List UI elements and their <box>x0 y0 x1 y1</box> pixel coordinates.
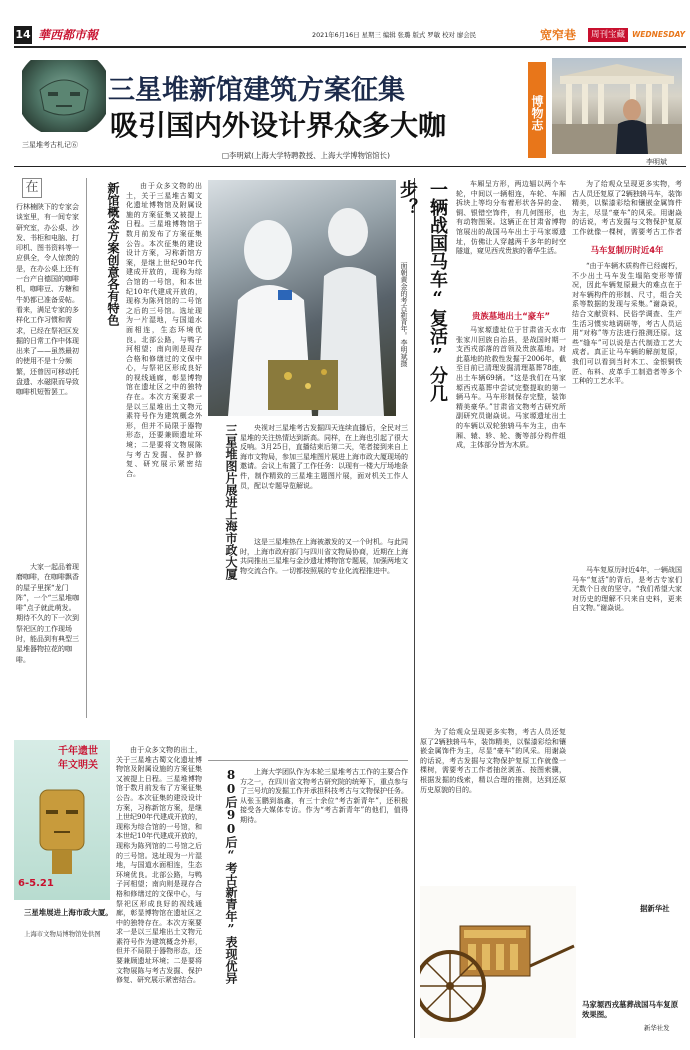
article-body-continued-text: 由于众多文物的出土，关于三星堆古蜀文化遗址博物馆及附属设施的方案征集又被提上日程。三星堆博物馆于数月前发布了方案征集公告。本次征集的建设设计方案，习称新馆方案，是继上世纪90年代建成开放的，现称为综合馆的一号馆，和本世纪10年代建成开放的，现称为陈列馆的二号馆之后的三号馆。选址现为一片湿地，与国道水面相连，生态环境优良。北部公路，与鸭子河相望；南向则是现存合格和修缮过的文保中心，与祭祀区形成良好的视线通廊，彰显博物馆在遗址区之中的独特存在。本次方案要求一是以三星堆出土文物元素符号作为建筑概念外形，但并不局限于器物形态，还要兼顾遗址环境；二是要将文物展陈与考古发掘、保护修复、研究展示紧密结合。 <box>116 746 202 985</box>
chariot-icon <box>420 886 576 1038</box>
masthead <box>14 26 686 44</box>
sidebar-body: 行林楠陕下的专家会谈室里，有一间专家研究室，办公桌、沙发、书柜和电脑、打印机、图书资料等一应俱全，令人惊羡的是，在办公桌上还有一台产自德国的咖啡机，咖啡豆、方糖和牛奶都已准备妥帖。看来，满足专家的多样化工作习惯和需求，已经在祭祀区发掘的日常工作中体现出来了——虽然最初的使用不是十分频繁，还曾因可移动托盘遗、水磁限而导致咖啡机短暂罢工。 <box>16 203 79 397</box>
main-divider <box>414 178 415 1038</box>
horse-subhead-2: 马车复制历时近4年 <box>590 245 664 255</box>
paper-name: 華西都市報 <box>38 28 99 42</box>
sidebar-drop-cap: 在 <box>22 178 42 198</box>
horse-subhead: 贵族墓地出土“豪车” <box>471 311 550 321</box>
article-body: 由于众多文物的出土，关于三星堆古蜀文化遗址博物馆及附属设施的方案征集又被提上日程。三星堆博物馆于数月前发布了方案征集公告。本次征集的建设设计方案，习称新馆方案，是继上世纪90年代建成开放的，现称为综合馆的一号馆，和本世纪10年代建成开放的，现称为陈列馆的二号馆之后的三号馆。选址现为一片湿地，与国道水面相连，生态环境优良。北部公路，与鸭子河相望；南向则是现存合格和修缮过的文保中心，与祭祀区形成良好的视线通廊，彰显博物馆在遗址区之中的独特存在。本次方案要求一是以三星堆出土文物元素符号作为建筑概念外形，但并不局限于器物形态，还要兼顾遗址环境；二是要将文物展陈与考古发掘、保护修复、研究展示紧密结合。 <box>126 182 202 478</box>
youth-title: 80后90后“考古新青年”表现优异 <box>224 768 238 984</box>
author-photo <box>552 58 682 154</box>
carriage-illustration <box>420 886 576 1038</box>
poster-text-1: 千年遗世 <box>58 746 98 757</box>
photo-caption: 面朝黄金的考古新青年。李明斌摄 <box>400 262 408 367</box>
horse-body-3: 为了给观众呈现更多实物，考古人员还复原了2辆独辀马车，装饰精美，以髹漆彩绘和镶嵌金属饰件为主，尽显“豪车”的风采。用谢焱的话说，考古发掘与文物保护复原工作就像一棵树，需要考古工作者抽丝剥茧、按图索骥，根据发掘的线索，精以合理的推测，达到还原历史原貌的目的。 <box>420 728 566 794</box>
byline: □李明斌(上海大学特聘教授、上海大学博物馆馆长) <box>222 151 390 160</box>
carriage-credit: 新华社发 <box>644 1024 670 1032</box>
protective-suits-icon <box>208 180 396 416</box>
mask-photo <box>22 60 106 132</box>
excavation-photo <box>208 180 396 416</box>
headline-line1: 三星堆新馆建筑方案征集 <box>108 75 405 106</box>
section-name: 宽窄巷 <box>540 28 577 42</box>
horse-body-3-cont-text: 为了给观众呈现更多实物，考古人员还复原了2辆独辀马车，装饰精美，以髹漆彩绘和镶嵌金属饰件为主，尽显“豪车”的风采。用谢焱的话说，考古发掘与文物保护复原工作就像一棵树，需要考古工作者 <box>572 180 682 236</box>
headline-line2: 吸引国内外设计界众多大咖 <box>110 109 447 142</box>
sidebar-body-2: 大家一起品着现磨咖啡，在咖啡飘香的屋子里探“龙门阵”，一个“三星堆咖啡”点子就此萌发。期待不久的下一次到祭祀区的工作现场时，能品到有典型三星堆器物拉花的咖啡。 <box>16 563 80 664</box>
xinhua-credit: 据新华社 <box>640 904 670 913</box>
article-body-continued <box>116 746 202 1036</box>
bronze-mask-icon <box>22 60 106 132</box>
column-tag: 博物志 <box>528 62 546 158</box>
horse-body-4: “由于车辆木质构件已经腐朽，不少出土马车发生塌陷变形等情况，因此车辆复原最大的难点在于对车辆构件的形制、尺寸，组合关系等数据的发现与采集。”谢焱说，结合文献资料、民俗学调查、生产生活习惯实地调研等，考古人员运用“对称”等方法进行推测还原。这些“缝车”可以说是古代制造工艺大成者。真正让马车辆的解剖复原，我们可以看到当时木工、金银铜铁匠、布料、皮革手工制造者等多个工种的工艺水平。 <box>572 262 682 386</box>
page-number: 14 <box>14 26 32 44</box>
sidebar-column <box>14 178 82 718</box>
horse-body-5: 马车复原历时近4年，一辆战国马车“复活”的背后，是考古专家们无数个日夜的坚守。“我们希望大家对历史的理解不只来自史料，更来自文物。”谢焱说。 <box>572 566 682 613</box>
poster-caption: 三星堆展进上海市政大厦。 <box>24 908 113 917</box>
bronze-head-icon <box>24 780 100 880</box>
sidebar-divider <box>86 178 87 718</box>
section-tag: 周刊宝藏 <box>588 28 628 42</box>
exhibit-body-2: 这是三星堆热在上海被激发的又一个时机。与此同时，上海市政府部门与四川省文物局协商，近期在上海共同推出三星堆与金沙遗址博物馆专题展，加强两地文物交流合作。一切都按照展的专业化流程推进中。 <box>240 538 408 575</box>
header-bottom-rule <box>14 166 686 167</box>
poster-date: 6-5.21 <box>18 878 54 889</box>
exhibit-poster <box>14 740 110 900</box>
horse-title: 一辆战国马车“复活”分几步？ <box>397 180 448 402</box>
exhibit-body: 央视对三星堆考古发掘四天连续直播后，全民对三星堆的关注热情达到新高。同样，在上海也引起了很大反响。3月25日，直播结束后第二天，笔者接到来自上海市文物局，参加三星堆图片展进上海市政大厦现场的邀请。会议上布置了工作任务：以现有一楼大厅场地条件，制作精致的三星堆主题图片展，面对机关工作人员，配以专题导览解说。 <box>240 424 408 490</box>
header-rule <box>14 46 686 48</box>
horse-body-2: 马家塬遗址位于甘肃省天水市张家川回族自治县，是战国时期一支西戎部落的首领及贵族墓地。对此墓地的抢救性发掘于2006年，截至目前已清理发掘清理墓葬78座，出土车辆69辆。“这是我们在马家塬西戎墓葬中尝试完整提取的第一辆马车。马车形制保存完整，装饰精美豪华。”甘肃省文物考古研究所副研究员谢焱说。马家塬遗址出土的车辆以双轮独辀马车为主，由车厢、辕、轸、轮、衡等部分构件组成，主体部分皆为木质。 <box>456 326 566 450</box>
horse-body: 车厢呈方形，两边辐以两个车轮，中间以一辆相连，车轮、车厢拆块上等均分布着形状各异的金、铜、银错空饰件，有几何图形，也有动物图案。这辆正在甘肃省博物馆展出的战国马车出土于马家塬遗址，仿佛让人穿越两千多年的时空隧道，窥见西戎贵族的奢华生活。 <box>456 180 566 256</box>
article-subhead: 新馆概念方案创意各有特色 <box>106 182 120 326</box>
youth-rule <box>208 760 408 761</box>
weekday-label: WEDNESDAY <box>632 30 686 39</box>
youth-body: 上海大学团队作为本轮三星堆考古工作的主要合作方之一，在四川省文物考古研究院的统筹下，重点参与了三号坑的发掘工作并承担科技考古与文物保护任务。从张玉鹏到翁鑫，有三十余位“考古新青年”，还积极接受各大媒体专访。作为“考古新青年”的他们，值得期待。 <box>240 768 408 824</box>
author-photo-caption: 李明斌 <box>646 158 667 166</box>
horse-body-3-cont <box>572 180 682 238</box>
poster-text-2: 年文明关 <box>58 760 98 771</box>
series-label: 三星堆考古札记⑥ <box>22 141 78 149</box>
carriage-caption: 马家塬西戎墓葬战国马车复原效果图。 <box>582 1000 679 1019</box>
issue-meta: 2021年6月16日 星期三 编辑 张璐 版式 罗敏 校对 廖会民 <box>312 31 477 39</box>
museum-building-icon <box>552 58 682 154</box>
exhibit-title: 三星堆图片展进上海市政大厦 <box>224 424 238 580</box>
poster-credit: 上海市文物局博物馆处供图 <box>24 930 101 938</box>
